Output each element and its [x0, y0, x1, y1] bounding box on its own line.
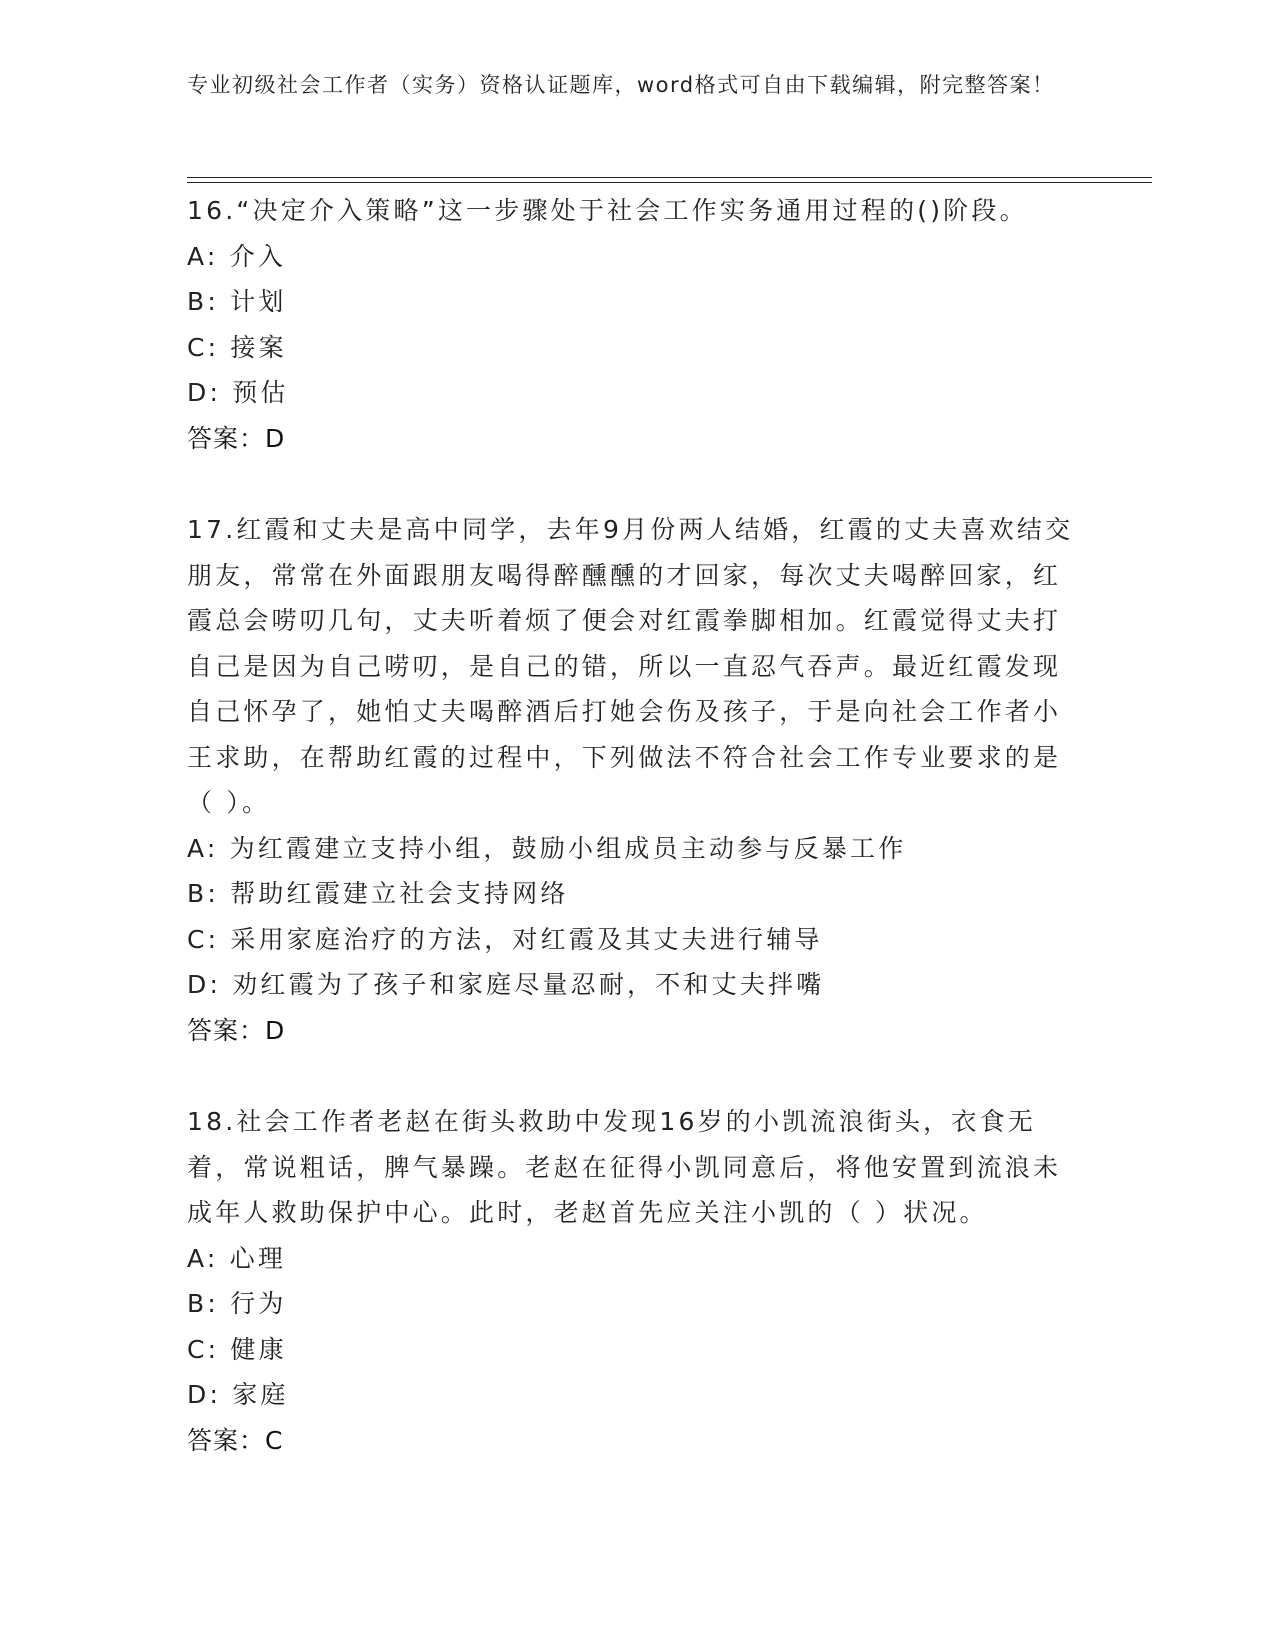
- option-c: C: 健康: [187, 1334, 287, 1364]
- document-intro: 专业初级社会工作者（实务）资格认证题库，word格式可自由下载编辑，附完整答案！: [187, 73, 1055, 97]
- question-18: [187, 1099, 1087, 1463]
- answer-key: 答案：D: [187, 1015, 286, 1045]
- header-rule-top: [187, 177, 1152, 178]
- answer-key: 答案：C: [187, 1425, 284, 1455]
- option-c: C: 采用家庭治疗的方法，对红霞及其丈夫进行辅导: [187, 924, 823, 954]
- option-d: D: 家庭: [187, 1380, 289, 1409]
- option-b: B: 行为: [187, 1289, 287, 1318]
- question-list: [187, 188, 1087, 1509]
- question-17: [187, 507, 1087, 1053]
- question-stem: 16.“决定介入策略”这一步骤处于社会工作实务通用过程的()阶段。: [187, 196, 1028, 225]
- question-16: [187, 188, 1087, 461]
- question-stem: 17.红霞和丈夫是高中同学，去年9月份两人结婚，红霞的丈夫喜欢结交朋友，常常在外面跟朋友喝得醉醺醺的才回家，每次丈夫喝醉回家，红霞总会唠叨几句，丈夫听着烦了便会对红霞拳脚相加。红霞觉得丈夫打自己是因为自己唠叨，是自己的错，所以一直忍气吞声。最近红霞发现自己怀孕了，她怕丈夫喝醉酒后打她会伤及孩子，于是向社会工作者小王求助，在帮助红霞的过程中，下列做法不符合社会工作专业要求的是（ ）。: [187, 515, 1074, 817]
- option-d: D: 预估: [187, 378, 289, 407]
- answer-key: 答案：D: [187, 423, 286, 453]
- question-stem: 18.社会工作者老赵在街头救助中发现16岁的小凯流浪街头，衣食无着，常说粗话，脾气暴躁。老赵在征得小凯同意后，将他安置到流浪未成年人救助保护中心。此时，老赵首先应关注小凯的（ ）状况。: [187, 1107, 1062, 1227]
- option-a: A: 为红霞建立支持小组，鼓励小组成员主动参与反暴工作: [187, 833, 907, 863]
- option-b: B: 帮助红霞建立社会支持网络: [187, 879, 569, 908]
- option-d: D: 劝红霞为了孩子和家庭尽量忍耐，不和丈夫拌嘴: [187, 970, 825, 999]
- option-a: A: 介入: [187, 241, 287, 271]
- option-c: C: 接案: [187, 332, 287, 362]
- option-a: A: 心理: [187, 1243, 287, 1273]
- option-b: B: 计划: [187, 287, 287, 316]
- header-rule-bottom: [187, 182, 1152, 183]
